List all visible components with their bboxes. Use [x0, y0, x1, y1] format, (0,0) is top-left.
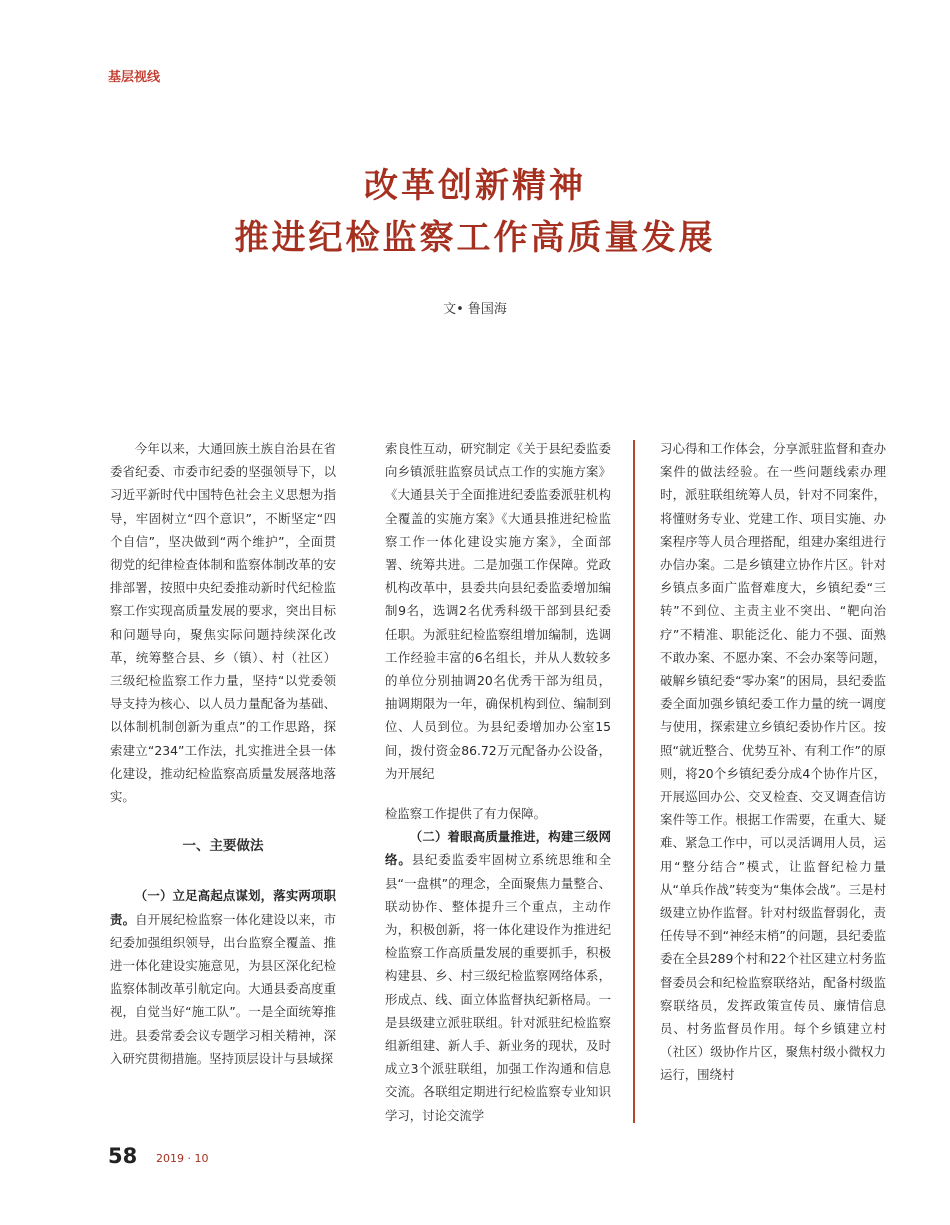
article-title-line1: 改革创新精神: [364, 166, 586, 206]
byline: 文• 鲁国海: [443, 302, 507, 317]
section-tag: 基层视线: [108, 70, 161, 85]
section-heading: 一、主要做法: [182, 838, 264, 855]
subsection-heading-2: （二）着眼高质量推进，构建三级网络。: [385, 829, 611, 868]
issue-label: 2019 · 10: [156, 1152, 209, 1165]
page-number: 58: [108, 1144, 138, 1168]
continued-paragraph-end: 检监察工作提供了有力保障。: [385, 806, 547, 822]
subsection-text-1: 自开展纪检监察一体化建设以来，市纪委加强组织领导，出台监察全覆盖、推进一体化建设实施意见，为县区深化纪检监察体制改革引航定向。大通县委高度重视，自觉当好“施工队”。一是全面统筹推进。县委常委会议专题学习相关精神，深入研究贯彻措施。坚持顶层设计与县域探: [110, 911, 337, 1066]
article-title-line2: 推进纪检监察工作高质量发展: [234, 218, 716, 258]
subsection-paragraph-2: [385, 825, 611, 1127]
column-1: [110, 437, 336, 1070]
subsection-paragraph-1: [110, 884, 336, 1070]
intro-paragraph: 今年以来，大通回族土族自治县在省委省纪委、市委市纪委的坚强领导下，以习近平新时代中国特色社会主义思想为指导，牢固树立“四个意识”，不断坚定“四个自信”，坚决做到“两个维护”，全面贯彻党的纪律检查体制和监察体制改革的安排部署，按照中央纪委推动新时代纪检监察工作实现高质量发展的要求，突出目标和问题导向，聚焦实际问题持续深化改革，统筹整合县、乡（镇）、村（社区）三级纪检监察工作力量，坚持“以党委领导支持为核心、以人员力量配备为基础、以体制机制创新为重点”的工作思路，探索建立“234”工作法，扎实推进全县一体化建设，推动纪检监察高质量发展落地落实。: [110, 441, 336, 805]
continued-paragraph: 索良性互动，研究制定《关于县纪委监委向乡镇派驻监察员试点工作的实施方案》《大通县关于全面推进纪委监委派驻机构全覆盖的实施方案》《大通县推进纪检监察工作一体化建设实施方案》，全面部署、统筹共进。二是加强工作保障。党政机构改革中，县委共向县纪委监委增加编制9名，选调2名优秀科级干部到县纪委任职。为派驻纪检监察组增加编制，选调工作经验丰富的6名组长，并从人数较多的单位分别抽调20名优秀干部为组员，抽调期限为一年，确保机构到位、编制到位、人员到位。为县纪委增加办公室15间，拨付资金86.72万元配备办公设备，为开展纪: [385, 441, 611, 781]
subsection-text-2: 县纪委监委牢固树立系统思维和全县“一盘棋”的理念，全面聚焦力量整合、联动协作、整体提升三个重点，主动作为，积极创新，将一体化建设作为推进纪检监察工作高质量发展的重要抓手，积极构建县、乡、村三级纪检监察网络体系，形成点、线、面立体监督执纪新格局。一是县级建立派驻联组。针对派驻纪检监察组新组建、新人手、新业务的现状，及时成立3个派驻联组，加强工作沟通和信息交流。各联组定期进行纪检监察专业知识学习，讨论交流学: [385, 852, 612, 1123]
column-2: [385, 437, 611, 1127]
continued-paragraph-3: 习心得和工作体会，分享派驻监督和查办案件的做法经验。在一些问题线索办理时，派驻联组统筹人员，针对不同案件，将懂财务专业、党建工作、项目实施、办案程序等人员合理搭配，组建办案组进行办信办案。二是乡镇建立协作片区。针对乡镇点多面广监督难度大，乡镇纪委“三转”不到位、主责主业不突出、“靶向治疗”不精准、职能泛化、能力不强、面熟不敢办案、不愿办案、不会办案等问题，破解乡镇纪委“零办案”的困局，县纪委监委全面加强乡镇纪委工作力量的统一调度与使用，探索建立乡镇纪委协作片区。按照“就近整合、优势互补、有利工作”的原则，将20个乡镇纪委分成4个协作片区，开展巡回办公、交叉检查、交叉调查信访案件等工作。根据工作需要，在重大、疑难、紧急工作中，可以灵活调用人员，运用“整分结合”模式，让监督纪检力量从“单兵作战”转变为“集体会战”。三是村级建立协作监督。针对村级监督弱化，责任传导不到“神经末梢”的问题，县纪委监委在全县289个村和22个社区建立村务监督委员会和纪检监察联络站，配备村级监察联络员，发挥政策宣传员、廉情信息员、村务监督员作用。每个乡镇建立村（社区）级协作片区，聚焦村级小微权力运行，围绕村: [660, 441, 886, 1083]
column-3: [660, 437, 886, 1087]
subsection-heading-1: （一）立足高起点谋划，落实两项职责。: [110, 888, 336, 927]
column-divider: [633, 440, 635, 1123]
